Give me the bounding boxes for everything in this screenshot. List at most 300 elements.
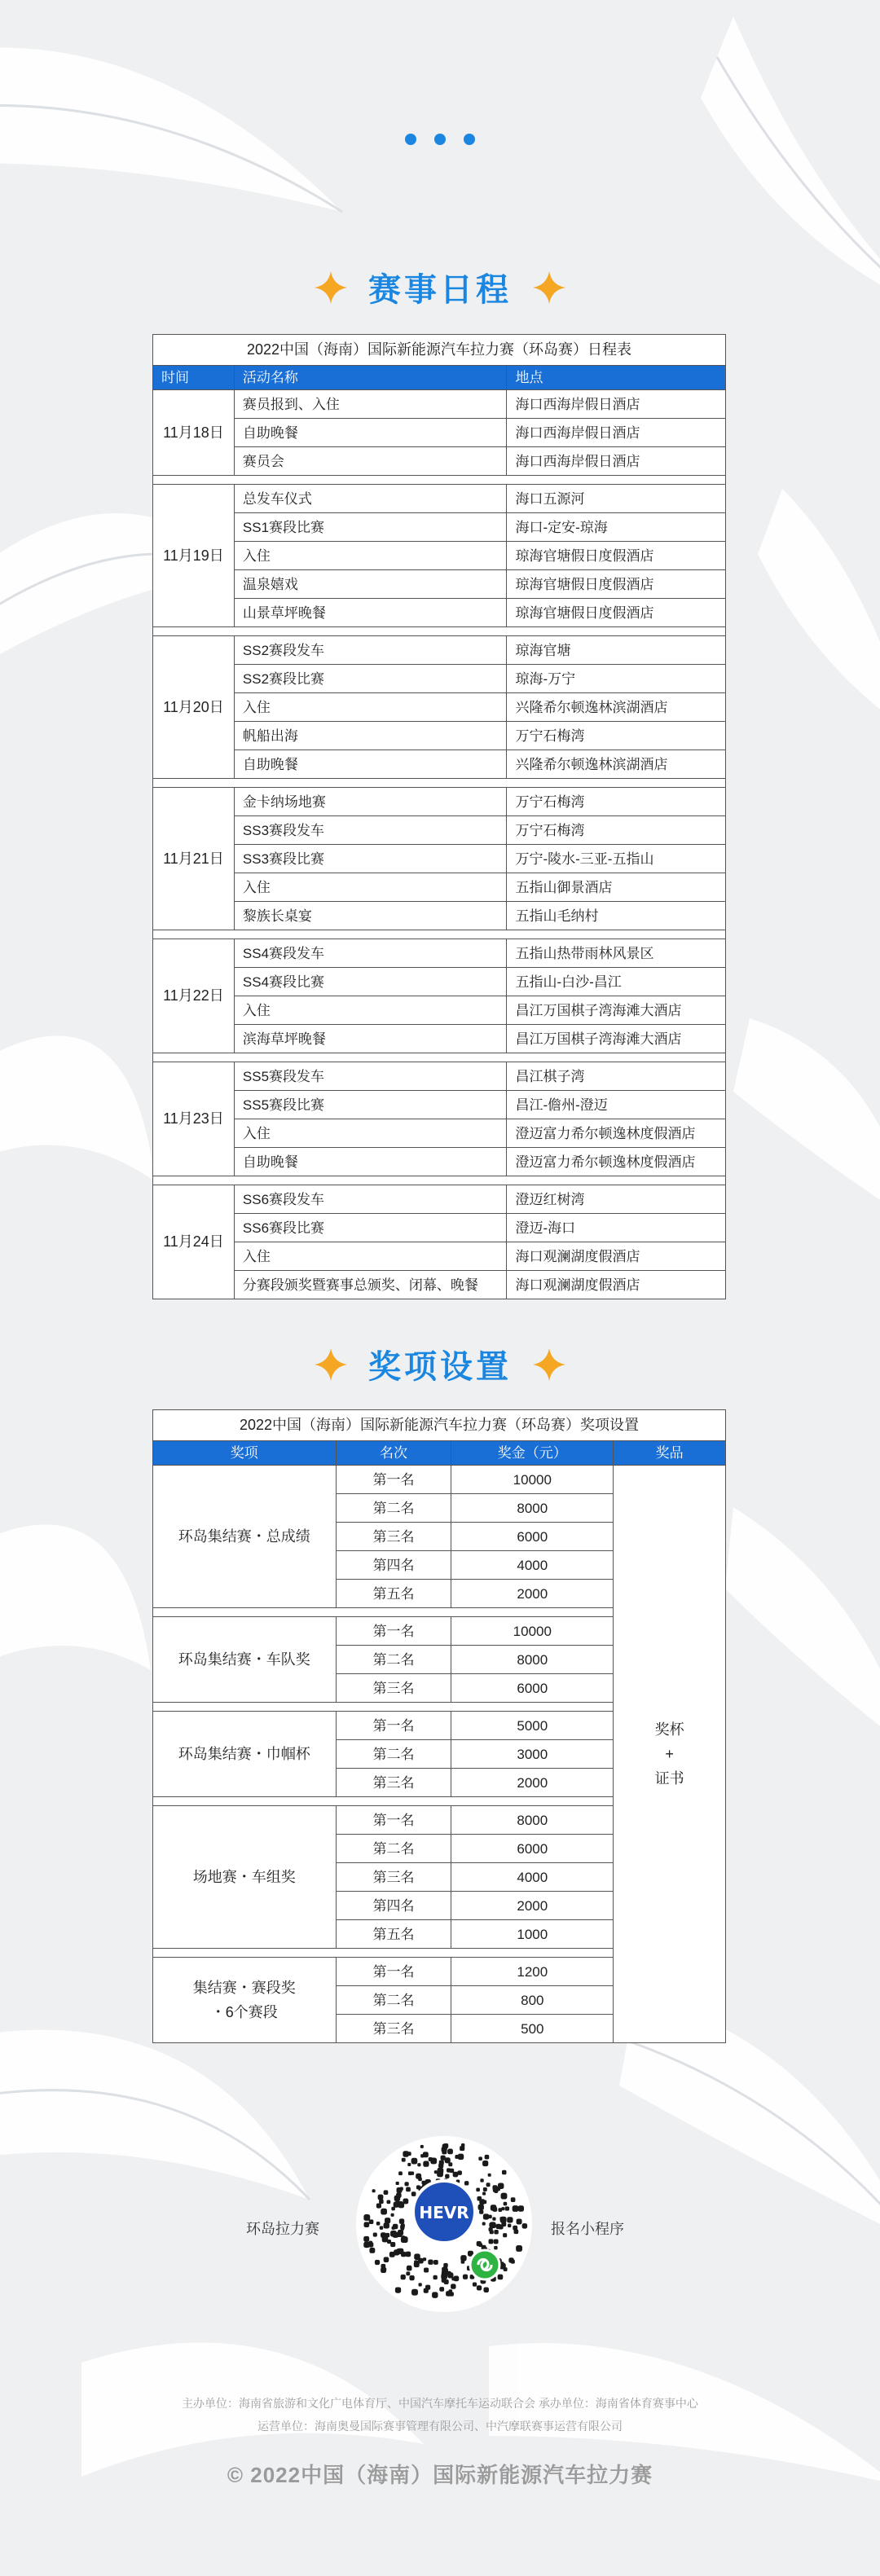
qr-module bbox=[517, 2218, 522, 2224]
day-cell: 11月20日 bbox=[153, 636, 235, 779]
qr-module bbox=[511, 2197, 516, 2202]
qr-module bbox=[463, 2275, 468, 2279]
sparkle-star-icon bbox=[315, 1348, 347, 1381]
qr-module bbox=[451, 2284, 455, 2288]
activity-cell: 入住 bbox=[234, 693, 507, 722]
day-separator bbox=[153, 1053, 726, 1062]
prize-line: 奖杯 bbox=[654, 1721, 684, 1738]
prize-money-cell: 10000 bbox=[451, 1617, 614, 1646]
activity-cell: SS5赛段发车 bbox=[234, 1062, 507, 1091]
prize-money-cell: 500 bbox=[451, 2015, 614, 2043]
qr-module bbox=[515, 2229, 518, 2232]
table-row bbox=[153, 599, 726, 627]
award-category-line: 环岛集结赛・总成绩 bbox=[178, 1528, 310, 1545]
qr-module bbox=[483, 2287, 488, 2292]
location-cell: 澄迈富力希尔顿逸林度假酒店 bbox=[507, 1119, 726, 1148]
day-separator bbox=[153, 779, 726, 788]
activity-cell: SS5赛段比赛 bbox=[234, 1091, 507, 1119]
activity-cell: SS2赛段比赛 bbox=[234, 665, 507, 693]
day-separator bbox=[153, 930, 726, 939]
award-category-cell bbox=[153, 1958, 337, 2043]
location-cell: 万宁石梅湾 bbox=[507, 816, 726, 845]
location-cell: 琼海官塘假日度假酒店 bbox=[507, 542, 726, 570]
award-category-cell bbox=[153, 1712, 337, 1797]
day-cell: 11月22日 bbox=[153, 939, 235, 1053]
location-cell: 琼海-万宁 bbox=[507, 665, 726, 693]
location-cell: 五指山御景酒店 bbox=[507, 873, 726, 902]
operator-line: 运营单位：海南奥曼国际赛事管理有限公司、中汽摩联赛事运营有限公司 bbox=[257, 2420, 623, 2433]
activity-cell: 滨海草坪晚餐 bbox=[234, 1025, 507, 1053]
qr-module bbox=[418, 2258, 424, 2264]
qr-module bbox=[448, 2162, 452, 2166]
awards-caption: 2022中国（海南）国际新能源汽车拉力赛（环岛赛）奖项设置 bbox=[153, 1410, 726, 1441]
qr-module bbox=[498, 2183, 504, 2189]
qr-module bbox=[411, 2289, 418, 2296]
qr-module bbox=[384, 2257, 389, 2262]
rank-cell: 第一名 bbox=[336, 1617, 451, 1646]
qr-module bbox=[381, 2264, 386, 2269]
activity-cell: 黎族长桌宴 bbox=[234, 902, 507, 930]
rank-cell: 第四名 bbox=[336, 1892, 451, 1920]
table-row bbox=[153, 1148, 726, 1176]
qr-module bbox=[434, 2170, 438, 2174]
location-cell: 兴隆希尔顿逸林滨湖酒店 bbox=[507, 693, 726, 722]
qr-module bbox=[505, 2206, 509, 2210]
rank-cell: 第二名 bbox=[336, 1494, 451, 1523]
table-row bbox=[153, 939, 726, 968]
qr-module bbox=[502, 2170, 507, 2175]
table-row bbox=[153, 513, 726, 542]
qr-module bbox=[461, 2260, 465, 2264]
qr-module bbox=[364, 2222, 370, 2227]
qr-module bbox=[408, 2171, 412, 2175]
qr-module bbox=[369, 2241, 372, 2244]
table-caption-row bbox=[153, 335, 726, 366]
mini-program-qr-code[interactable] bbox=[354, 2134, 534, 2314]
dot bbox=[405, 134, 416, 145]
rank-cell: 第三名 bbox=[336, 1523, 451, 1551]
qr-module bbox=[482, 2161, 488, 2166]
qr-module bbox=[399, 2218, 404, 2223]
qr-module bbox=[441, 2273, 447, 2279]
qr-module bbox=[433, 2275, 438, 2279]
prize-money-cell: 1000 bbox=[451, 1920, 614, 1949]
sparkle-star-icon bbox=[315, 271, 347, 304]
qr-module bbox=[480, 2178, 483, 2182]
prize-money-cell: 8000 bbox=[451, 1646, 614, 1674]
qr-module bbox=[478, 2156, 482, 2161]
prize-money-cell: 6000 bbox=[451, 1835, 614, 1863]
qr-module bbox=[486, 2183, 491, 2187]
day-separator bbox=[153, 1176, 726, 1185]
qr-module bbox=[376, 2203, 381, 2208]
table-row bbox=[153, 693, 726, 722]
table-row bbox=[153, 1214, 726, 1242]
qr-module bbox=[376, 2222, 381, 2226]
rank-cell: 第二名 bbox=[336, 1740, 451, 1769]
qr-module bbox=[406, 2187, 411, 2192]
qr-module bbox=[401, 2227, 404, 2231]
table-row bbox=[153, 750, 726, 779]
qr-module bbox=[516, 2245, 522, 2252]
qr-module bbox=[504, 2267, 508, 2271]
qr-module bbox=[384, 2190, 389, 2195]
table-row bbox=[153, 788, 726, 816]
activity-cell: 入住 bbox=[234, 1119, 507, 1148]
location-cell: 昌江万国棋子湾海滩大酒店 bbox=[507, 996, 726, 1025]
rank-cell: 第三名 bbox=[336, 1674, 451, 1703]
rank-cell: 第一名 bbox=[336, 1958, 451, 1986]
activity-cell: 金卡纳场地赛 bbox=[234, 788, 507, 816]
qr-module bbox=[416, 2185, 420, 2189]
location-cell: 海口-定安-琼海 bbox=[507, 513, 726, 542]
qr-module bbox=[423, 2152, 429, 2157]
table-row bbox=[153, 996, 726, 1025]
award-category-line: 环岛集结赛・巾帼杯 bbox=[178, 1746, 310, 1762]
qr-module bbox=[424, 2267, 429, 2272]
qr-module bbox=[395, 2287, 401, 2292]
location-cell: 五指山毛纳村 bbox=[507, 902, 726, 930]
schedule-table bbox=[152, 334, 726, 1299]
table-row bbox=[153, 665, 726, 693]
activity-cell: 赛员报到、入住 bbox=[234, 390, 507, 419]
qr-module bbox=[483, 2187, 487, 2191]
qr-module bbox=[401, 2275, 406, 2279]
qr-module bbox=[501, 2193, 508, 2200]
activity-cell: SS3赛段发车 bbox=[234, 816, 507, 845]
prize-line: 证书 bbox=[654, 1770, 684, 1787]
separator-cell bbox=[153, 930, 726, 939]
qr-module bbox=[420, 2145, 424, 2148]
qr-module bbox=[451, 2277, 455, 2280]
location-cell: 琼海官塘假日度假酒店 bbox=[507, 599, 726, 627]
separator-cell bbox=[153, 476, 726, 485]
day-separator bbox=[153, 476, 726, 485]
copyright: © 2022中国（海南）国际新能源汽车拉力赛 bbox=[227, 2463, 653, 2487]
prize-money-cell: 2000 bbox=[451, 1769, 614, 1797]
qr-module bbox=[477, 2285, 482, 2290]
signup-qr-section bbox=[0, 2134, 880, 2346]
qr-module bbox=[453, 2172, 459, 2178]
qr-module bbox=[446, 2291, 451, 2297]
qr-module bbox=[447, 2271, 451, 2275]
column-header: 奖品 bbox=[614, 1441, 726, 1466]
activity-cell: SS2赛段发车 bbox=[234, 636, 507, 665]
award-category-cell bbox=[153, 1617, 337, 1703]
qr-module bbox=[411, 2158, 418, 2165]
prize-money-cell: 2000 bbox=[451, 1580, 614, 1608]
qr-module bbox=[399, 2187, 403, 2190]
location-cell: 琼海官塘 bbox=[507, 636, 726, 665]
rank-cell: 第二名 bbox=[336, 1986, 451, 2015]
table-header-row bbox=[153, 1441, 726, 1466]
qr-module bbox=[445, 2174, 449, 2178]
day-cell: 11月18日 bbox=[153, 390, 235, 476]
qr-module bbox=[396, 2182, 399, 2185]
day-cell: 11月23日 bbox=[153, 1062, 235, 1176]
qr-module bbox=[381, 2232, 386, 2238]
location-cell: 昌江万国棋子湾海滩大酒店 bbox=[507, 1025, 726, 1053]
qr-module bbox=[442, 2267, 447, 2272]
qr-module bbox=[509, 2218, 513, 2222]
table-row bbox=[153, 902, 726, 930]
qr-module bbox=[392, 2227, 395, 2230]
day-cell: 11月19日 bbox=[153, 485, 235, 627]
location-cell: 琼海官塘假日度假酒店 bbox=[507, 570, 726, 599]
table-row bbox=[153, 447, 726, 476]
qr-module bbox=[447, 2149, 453, 2155]
qr-module bbox=[490, 2230, 494, 2234]
qr-module bbox=[461, 2143, 464, 2147]
location-cell: 五指山热带雨林风景区 bbox=[507, 939, 726, 968]
qr-module bbox=[442, 2143, 448, 2149]
location-cell: 海口五源河 bbox=[507, 485, 726, 513]
qr-module bbox=[416, 2174, 421, 2179]
qr-module bbox=[414, 2260, 418, 2264]
qr-module bbox=[478, 2205, 484, 2210]
qr-module bbox=[363, 2214, 370, 2221]
qr-module bbox=[482, 2222, 486, 2226]
qr-module bbox=[398, 2202, 404, 2208]
qr-right-label: 报名小程序 bbox=[551, 2221, 624, 2237]
qr-module bbox=[411, 2191, 416, 2196]
dot bbox=[464, 134, 475, 145]
qr-module bbox=[369, 2219, 374, 2224]
qr-module bbox=[407, 2266, 412, 2271]
day-separator bbox=[153, 627, 726, 636]
table-row bbox=[153, 1466, 726, 1494]
qr-module bbox=[425, 2285, 430, 2290]
location-cell: 五指山-白沙-昌江 bbox=[507, 968, 726, 996]
qr-module bbox=[405, 2182, 409, 2186]
awards-table bbox=[152, 1409, 726, 2043]
qr-module bbox=[488, 2239, 493, 2244]
activity-cell: 温泉嬉戏 bbox=[234, 570, 507, 599]
activity-cell: 自助晚餐 bbox=[234, 419, 507, 447]
table-row bbox=[153, 845, 726, 873]
activity-cell: SS4赛段发车 bbox=[234, 939, 507, 968]
table-row bbox=[153, 1271, 726, 1299]
qr-module bbox=[488, 2174, 491, 2177]
schedule-title bbox=[0, 264, 880, 310]
qr-module bbox=[385, 2218, 390, 2223]
location-cell: 海口西海岸假日酒店 bbox=[507, 447, 726, 476]
activity-cell: 入住 bbox=[234, 873, 507, 902]
qr-module bbox=[439, 2288, 443, 2292]
column-header: 地点 bbox=[507, 366, 726, 390]
qr-module bbox=[390, 2231, 397, 2237]
activity-cell: SS6赛段发车 bbox=[234, 1185, 507, 1214]
rank-cell: 第五名 bbox=[336, 1920, 451, 1949]
activity-cell: 赛员会 bbox=[234, 447, 507, 476]
rank-cell: 第四名 bbox=[336, 1551, 451, 1580]
qr-module bbox=[494, 2230, 498, 2234]
activity-cell: 总发车仪式 bbox=[234, 485, 507, 513]
prize-money-cell: 10000 bbox=[451, 1466, 614, 1494]
qr-module bbox=[407, 2152, 411, 2156]
awards-title bbox=[0, 1341, 880, 1387]
location-cell: 昌江棋子湾 bbox=[507, 1062, 726, 1091]
award-category-cell bbox=[153, 1806, 337, 1949]
qr-module bbox=[490, 2222, 496, 2228]
location-cell: 澄迈红树湾 bbox=[507, 1185, 726, 1214]
qr-module bbox=[423, 2161, 429, 2167]
qr-logo-text: HEVR bbox=[419, 2203, 469, 2222]
qr-module bbox=[473, 2283, 477, 2287]
day-cell: 11月21日 bbox=[153, 788, 235, 930]
qr-module bbox=[375, 2260, 380, 2265]
organizer-line: 主办单位：海南省旅游和文化广电体育厅、中国汽车摩托车运动联合会 承办单位：海南省体育赛事中心 bbox=[182, 2397, 698, 2410]
qr-module bbox=[499, 2224, 504, 2229]
qr-module bbox=[407, 2163, 411, 2166]
location-cell: 昌江-儋州-澄迈 bbox=[507, 1091, 726, 1119]
qr-module bbox=[479, 2199, 485, 2205]
location-cell: 海口观澜湖度假酒店 bbox=[507, 1242, 726, 1271]
qr-module bbox=[394, 2249, 399, 2255]
qr-module bbox=[433, 2260, 438, 2265]
qr-module bbox=[494, 2246, 497, 2249]
qr-module bbox=[445, 2157, 451, 2163]
qr-module bbox=[406, 2271, 410, 2275]
table-row bbox=[153, 636, 726, 665]
qr-module bbox=[380, 2226, 383, 2229]
table-row bbox=[153, 1185, 726, 1214]
qr-module bbox=[498, 2208, 502, 2212]
separator-cell bbox=[153, 1949, 614, 1958]
qr-module bbox=[483, 2213, 489, 2219]
qr-module bbox=[522, 2223, 527, 2228]
table-row bbox=[153, 816, 726, 845]
separator-cell bbox=[153, 627, 726, 636]
separator-cell bbox=[153, 1053, 726, 1062]
qr-module bbox=[482, 2191, 486, 2195]
prize-money-cell: 6000 bbox=[451, 1674, 614, 1703]
location-cell: 万宁石梅湾 bbox=[507, 788, 726, 816]
column-header: 奖项 bbox=[153, 1441, 337, 1466]
qr-module bbox=[372, 2189, 376, 2192]
rank-cell: 第一名 bbox=[336, 1712, 451, 1740]
qr-module bbox=[402, 2236, 408, 2243]
rank-cell: 第二名 bbox=[336, 1646, 451, 1674]
qr-module bbox=[417, 2163, 420, 2166]
location-cell: 万宁-陵水-三亚-五指山 bbox=[507, 845, 726, 873]
qr-module bbox=[387, 2200, 391, 2204]
qr-module bbox=[492, 2218, 495, 2221]
location-cell: 兴隆希尔顿逸林滨湖酒店 bbox=[507, 750, 726, 779]
activity-cell: SS6赛段比赛 bbox=[234, 1214, 507, 1242]
table-row bbox=[153, 722, 726, 750]
separator-cell bbox=[153, 779, 726, 788]
qr-module bbox=[432, 2292, 438, 2297]
column-header: 活动名称 bbox=[234, 366, 507, 390]
column-header: 奖金（元） bbox=[451, 1441, 614, 1466]
qr-module bbox=[494, 2240, 499, 2244]
schedule-caption: 2022中国（海南）国际新能源汽车拉力赛（环岛赛）日程表 bbox=[153, 335, 726, 366]
qr-module bbox=[464, 2181, 469, 2185]
table-row bbox=[153, 1242, 726, 1271]
qr-module bbox=[517, 2207, 521, 2211]
qr-module bbox=[492, 2185, 497, 2190]
location-cell: 万宁石梅湾 bbox=[507, 722, 726, 750]
prize-money-cell: 8000 bbox=[451, 1494, 614, 1523]
qr-module bbox=[458, 2154, 464, 2160]
table-row bbox=[153, 419, 726, 447]
prize-money-cell: 3000 bbox=[451, 1740, 614, 1769]
separator-cell bbox=[153, 1797, 614, 1806]
qr-module bbox=[391, 2213, 394, 2217]
qr-module bbox=[402, 2158, 406, 2162]
qr-module bbox=[498, 2275, 504, 2280]
qr-module bbox=[409, 2275, 414, 2280]
rank-cell: 第三名 bbox=[336, 1769, 451, 1797]
award-category-line: 场地赛・车组奖 bbox=[192, 1869, 296, 1885]
table-row bbox=[153, 1062, 726, 1091]
location-cell: 澄迈富力希尔顿逸林度假酒店 bbox=[507, 1148, 726, 1176]
rank-cell: 第一名 bbox=[336, 1466, 451, 1494]
qr-module bbox=[381, 2209, 387, 2215]
qr-module bbox=[363, 2236, 369, 2242]
qr-module bbox=[479, 2210, 483, 2214]
sparkle-star-icon bbox=[533, 271, 565, 304]
prize-money-cell: 6000 bbox=[451, 1523, 614, 1551]
table-row bbox=[153, 873, 726, 902]
table-row bbox=[153, 1025, 726, 1053]
qr-module bbox=[401, 2252, 406, 2257]
separator-cell bbox=[153, 1608, 614, 1617]
location-cell: 澄迈-海口 bbox=[507, 1214, 726, 1242]
qr-module bbox=[438, 2168, 444, 2174]
qr-module bbox=[406, 2252, 411, 2257]
qr-module bbox=[504, 2202, 508, 2206]
rank-cell: 第三名 bbox=[336, 1863, 451, 1892]
rank-cell: 第五名 bbox=[336, 1580, 451, 1608]
table-row bbox=[153, 542, 726, 570]
separator-cell bbox=[153, 1703, 614, 1712]
activity-cell: 自助晚餐 bbox=[234, 750, 507, 779]
prize-money-cell: 5000 bbox=[451, 1712, 614, 1740]
qr-module bbox=[428, 2260, 433, 2265]
qr-module bbox=[476, 2188, 480, 2192]
award-category-line: ・6个赛段 bbox=[210, 2004, 278, 2020]
award-category-line: 集结赛・赛段奖 bbox=[192, 1980, 296, 1996]
prize-money-cell: 2000 bbox=[451, 1892, 614, 1920]
qr-module bbox=[500, 2217, 507, 2223]
prize-money-cell: 800 bbox=[451, 1986, 614, 2015]
rank-cell: 第一名 bbox=[336, 1806, 451, 1835]
award-category-cell bbox=[153, 1466, 337, 1608]
table-row bbox=[153, 390, 726, 419]
qr-module bbox=[508, 2224, 511, 2227]
qr-module bbox=[485, 2155, 490, 2160]
award-category-line: 环岛集结赛・车队奖 bbox=[178, 1651, 310, 1668]
qr-module bbox=[398, 2171, 403, 2175]
table-header-row bbox=[153, 366, 726, 390]
location-cell: 海口西海岸假日酒店 bbox=[507, 419, 726, 447]
table-caption-row bbox=[153, 1410, 726, 1441]
prize-line: + bbox=[665, 1746, 674, 1762]
activity-cell: 入住 bbox=[234, 542, 507, 570]
dot bbox=[434, 134, 446, 145]
activity-cell: SS4赛段比赛 bbox=[234, 968, 507, 996]
qr-module bbox=[447, 2168, 451, 2172]
qr-module bbox=[419, 2283, 422, 2286]
qr-module bbox=[503, 2233, 507, 2237]
rank-cell: 第三名 bbox=[336, 2015, 451, 2043]
qr-module bbox=[369, 2248, 375, 2253]
separator-cell bbox=[153, 1176, 726, 1185]
prize-money-cell: 8000 bbox=[451, 1806, 614, 1835]
column-header: 名次 bbox=[336, 1441, 451, 1466]
